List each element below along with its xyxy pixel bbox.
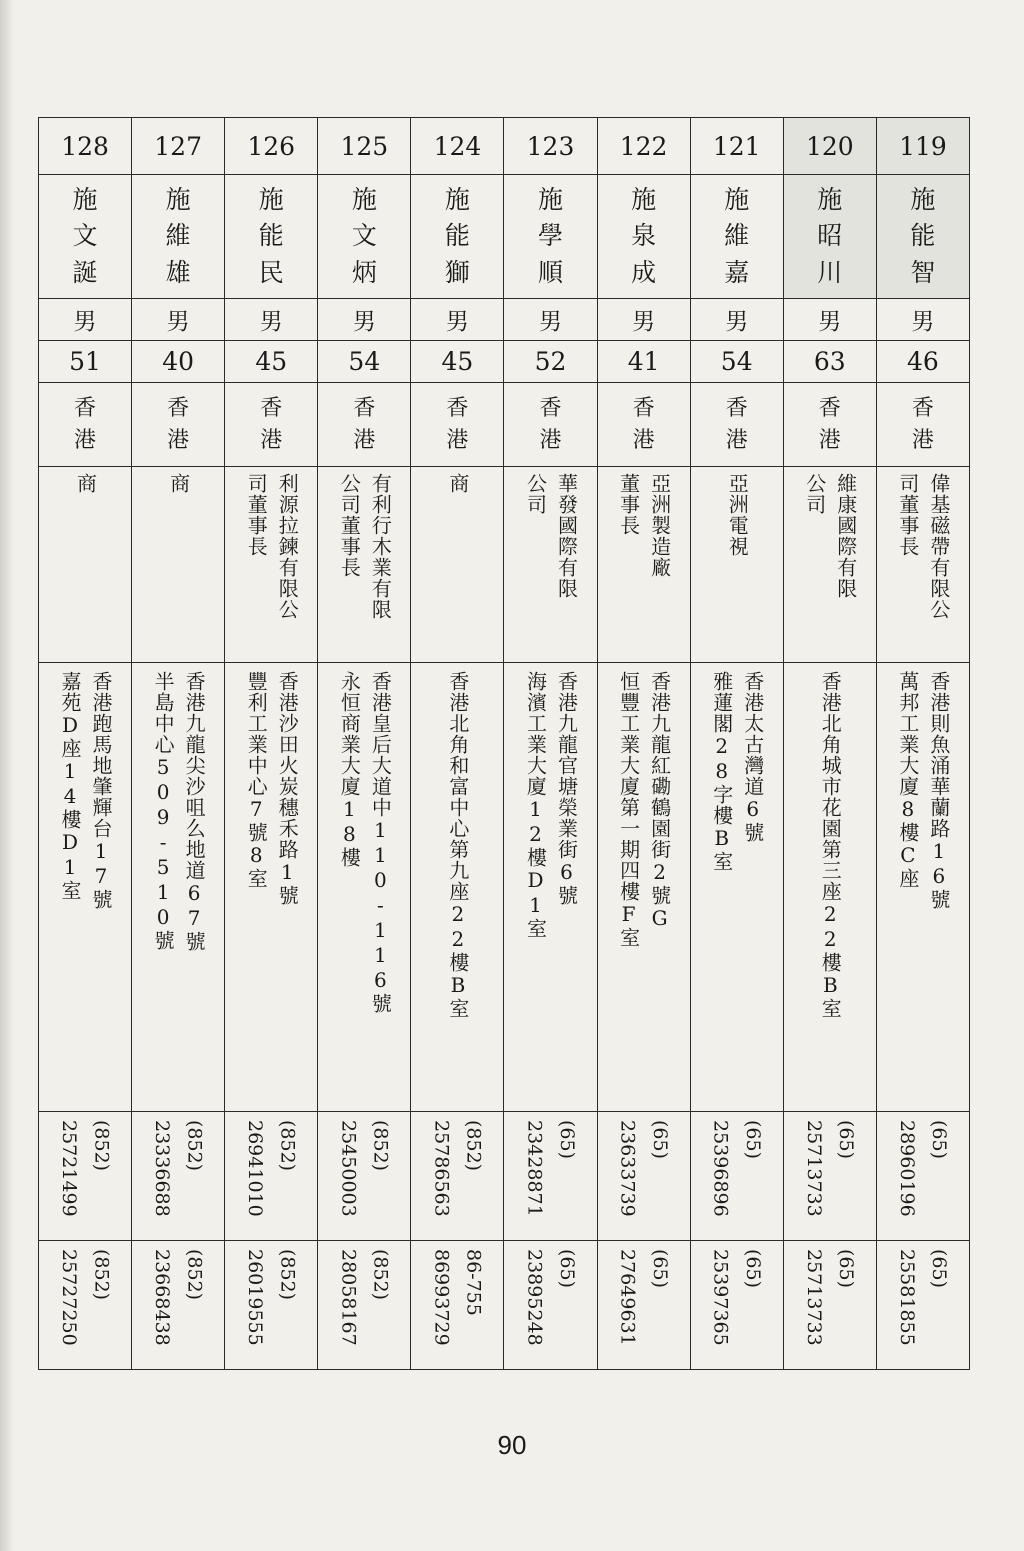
- cell-name: [318, 175, 411, 299]
- fax-text: (65) 25713733: [802, 1249, 858, 1346]
- cell-number: 121: [690, 118, 783, 175]
- name-char: 施: [72, 185, 98, 215]
- cell-name: [690, 175, 783, 299]
- name-char: 能: [258, 221, 284, 251]
- place-char: 港: [632, 427, 655, 453]
- occupation-text: 商: [445, 473, 470, 494]
- cell-fax: [783, 1241, 876, 1370]
- cell-place: [39, 383, 132, 467]
- cell-telephone: [876, 1112, 969, 1241]
- row-age: [39, 341, 970, 383]
- cell-telephone: [132, 1112, 225, 1241]
- name-char: 施: [910, 185, 936, 215]
- address-text: 香港北角城市花園第三座22樓B室: [818, 671, 843, 1019]
- name-char: 川: [817, 257, 843, 287]
- place-char: 香: [446, 395, 469, 421]
- cell-age: 41: [597, 341, 690, 383]
- place-char: 港: [539, 427, 562, 453]
- place-char: 港: [725, 427, 748, 453]
- cell-number: 125: [318, 118, 411, 175]
- telephone-text: (65) 23428871: [523, 1120, 578, 1217]
- name-char: 施: [351, 185, 377, 215]
- cell-age: 54: [690, 341, 783, 383]
- cell-address: [597, 663, 690, 1112]
- name-char: 能: [444, 221, 470, 251]
- name-char: 文: [72, 221, 98, 251]
- occupation-text: 有利行木業有限 公司董事長: [337, 473, 393, 620]
- cell-address: [690, 663, 783, 1112]
- name-char: 嘉: [724, 257, 750, 287]
- page-number: 90: [497, 1430, 527, 1460]
- telephone-text: (852) 23336688: [151, 1120, 206, 1217]
- cell-fax: [690, 1241, 783, 1370]
- cell-address: [132, 663, 225, 1112]
- cell-telephone: [225, 1112, 318, 1241]
- name-char: 施: [258, 185, 284, 215]
- place-char: 香: [632, 395, 655, 421]
- cell-name: [876, 175, 969, 299]
- fax-text: (852) 26019555: [244, 1249, 299, 1346]
- fax-text: (852) 28058167: [337, 1249, 392, 1346]
- occupation-text: 商: [166, 473, 191, 494]
- place-char: 香: [260, 395, 283, 421]
- cell-fax: [39, 1241, 132, 1370]
- cell-age: 40: [132, 341, 225, 383]
- cell-occupation: [39, 467, 132, 663]
- place-char: 港: [818, 427, 841, 453]
- row-occupation: [39, 467, 970, 663]
- row-telephone: [39, 1112, 970, 1241]
- address-text: 香港九龍尖沙咀么地道67號 半島中心509-510號: [151, 671, 207, 952]
- address-text: 香港北角和富中心第九座22樓B室: [445, 671, 470, 1019]
- cell-telephone: [783, 1112, 876, 1241]
- cell-number: 128: [39, 118, 132, 175]
- cell-name: [411, 175, 504, 299]
- occupation-text: 維康國際有限 公司: [802, 473, 858, 599]
- address-text: 香港沙田火炭穗禾路1號 豐利工業中心7號8室: [244, 671, 300, 906]
- name-char: 維: [165, 221, 191, 251]
- place-char: 香: [74, 395, 97, 421]
- cell-place: [318, 383, 411, 467]
- address-text: 香港太古灣道6號 雅蓮閣28字樓B室: [709, 671, 765, 872]
- name-char: 智: [910, 257, 936, 287]
- name-char: 施: [165, 185, 191, 215]
- name-char: 順: [538, 257, 564, 287]
- cell-fax: [132, 1241, 225, 1370]
- cell-number: 127: [132, 118, 225, 175]
- name-char: 昭: [817, 221, 843, 251]
- name-char: 施: [538, 185, 564, 215]
- fax-text: (65) 25581855: [895, 1249, 951, 1346]
- cell-place: [597, 383, 690, 467]
- fax-text: (65) 23895248: [523, 1249, 578, 1346]
- cell-telephone: [597, 1112, 690, 1241]
- cell-fax: [504, 1241, 597, 1370]
- cell-sex: 男: [504, 299, 597, 341]
- cell-age: 63: [783, 341, 876, 383]
- cell-address: [225, 663, 318, 1112]
- name-char: 民: [258, 257, 284, 287]
- cell-age: 54: [318, 341, 411, 383]
- cell-sex: 男: [39, 299, 132, 341]
- occupation-text: 偉基磁帶有限公 司董事長: [895, 473, 951, 620]
- cell-sex: 男: [318, 299, 411, 341]
- cell-number: 120: [783, 118, 876, 175]
- telephone-text: (852) 26941010: [244, 1120, 299, 1217]
- place-char: 香: [725, 395, 748, 421]
- name-char: 文: [351, 221, 377, 251]
- cell-sex: 男: [876, 299, 969, 341]
- cell-fax: [876, 1241, 969, 1370]
- place-char: 港: [74, 427, 97, 453]
- cell-telephone: [504, 1112, 597, 1241]
- cell-name: [504, 175, 597, 299]
- place-char: 港: [260, 427, 283, 453]
- cell-telephone: [690, 1112, 783, 1241]
- row-sex: [39, 299, 970, 341]
- cell-sex: 男: [132, 299, 225, 341]
- cell-telephone: [411, 1112, 504, 1241]
- place-char: 港: [446, 427, 469, 453]
- cell-sex: 男: [783, 299, 876, 341]
- fax-text: (852) 23668438: [151, 1249, 206, 1346]
- member-register-table: [38, 117, 970, 1370]
- name-char: 獅: [444, 257, 470, 287]
- name-char: 泉: [631, 221, 657, 251]
- occupation-text: 商: [73, 473, 98, 494]
- place-char: 香: [167, 395, 190, 421]
- cell-fax: [597, 1241, 690, 1370]
- cell-occupation: [783, 467, 876, 663]
- fax-text: (65) 27649631: [616, 1249, 671, 1346]
- cell-fax: [411, 1241, 504, 1370]
- telephone-text: (852) 25786563: [430, 1120, 485, 1217]
- address-text: 香港九龍官塘榮業街6號 海濱工業大廈12樓D1室: [523, 671, 579, 939]
- name-char: 誕: [72, 257, 98, 287]
- cell-address: [876, 663, 969, 1112]
- cell-name: [132, 175, 225, 299]
- cell-name: [225, 175, 318, 299]
- fax-text: 86-755 86993729: [430, 1249, 485, 1346]
- cell-address: [783, 663, 876, 1112]
- cell-name: [597, 175, 690, 299]
- row-place: [39, 383, 970, 467]
- address-text: 香港則魚涌華蘭路16號 萬邦工業大廈8樓C座: [895, 671, 951, 910]
- telephone-text: (852) 25721499: [58, 1120, 113, 1217]
- cell-occupation: [504, 467, 597, 663]
- row-address: [39, 663, 970, 1112]
- address-text: 香港九龍紅磡鶴園街2號G 恒豐工業大廈第一期四樓F室: [616, 671, 672, 948]
- cell-fax: [225, 1241, 318, 1370]
- cell-sex: 男: [690, 299, 783, 341]
- cell-place: [690, 383, 783, 467]
- name-char: 施: [444, 185, 470, 215]
- place-char: 港: [353, 427, 376, 453]
- row-fax: [39, 1241, 970, 1370]
- telephone-text: (65) 25396896: [709, 1120, 764, 1217]
- cell-sex: 男: [411, 299, 504, 341]
- name-char: 施: [817, 185, 843, 215]
- name-char: 雄: [165, 257, 191, 287]
- cell-number: 126: [225, 118, 318, 175]
- cell-occupation: [318, 467, 411, 663]
- place-char: 香: [353, 395, 376, 421]
- name-char: 能: [910, 221, 936, 251]
- occupation-text: 亞洲電視: [725, 473, 750, 557]
- cell-address: [411, 663, 504, 1112]
- cell-occupation: [132, 467, 225, 663]
- cell-occupation: [690, 467, 783, 663]
- telephone-text: (852) 25450003: [337, 1120, 392, 1217]
- cell-number: 122: [597, 118, 690, 175]
- cell-age: 45: [225, 341, 318, 383]
- place-char: 香: [911, 395, 934, 421]
- name-char: 成: [631, 257, 657, 287]
- cell-occupation: [597, 467, 690, 663]
- name-char: 炳: [351, 257, 377, 287]
- cell-place: [876, 383, 969, 467]
- cell-occupation: [225, 467, 318, 663]
- name-char: 學: [538, 221, 564, 251]
- row-name: [39, 175, 970, 299]
- address-text: 香港跑馬地肇輝台17號 嘉苑D座14樓D1室: [58, 671, 114, 910]
- cell-place: [783, 383, 876, 467]
- cell-place: [411, 383, 504, 467]
- place-char: 港: [167, 427, 190, 453]
- telephone-text: (65) 25713733: [802, 1120, 858, 1217]
- cell-place: [504, 383, 597, 467]
- occupation-text: 利源拉鍊有限公 司董事長: [244, 473, 300, 620]
- cell-name: [39, 175, 132, 299]
- cell-sex: 男: [225, 299, 318, 341]
- cell-sex: 男: [597, 299, 690, 341]
- cell-address: [318, 663, 411, 1112]
- telephone-text: (65) 28960196: [895, 1120, 951, 1217]
- cell-age: 52: [504, 341, 597, 383]
- cell-age: 46: [876, 341, 969, 383]
- name-char: 維: [724, 221, 750, 251]
- cell-occupation: [411, 467, 504, 663]
- place-char: 香: [818, 395, 841, 421]
- fax-text: (65) 25397365: [709, 1249, 764, 1346]
- cell-occupation: [876, 467, 969, 663]
- name-char: 施: [631, 185, 657, 215]
- cell-place: [132, 383, 225, 467]
- cell-name: [783, 175, 876, 299]
- occupation-text: 華發國際有限 公司: [523, 473, 579, 599]
- occupation-text: 亞洲製造廠 董事長: [616, 473, 672, 578]
- name-char: 施: [724, 185, 750, 215]
- cell-age: 51: [39, 341, 132, 383]
- cell-place: [225, 383, 318, 467]
- cell-number: 124: [411, 118, 504, 175]
- telephone-text: (65) 23633739: [616, 1120, 671, 1217]
- cell-address: [39, 663, 132, 1112]
- place-char: 港: [911, 427, 934, 453]
- scan-edge: [0, 0, 14, 1551]
- address-text: 香港皇后大道中110-116號 永恒商業大廈18樓: [337, 671, 393, 1014]
- cell-number: 119: [876, 118, 969, 175]
- cell-number: 123: [504, 118, 597, 175]
- cell-fax: [318, 1241, 411, 1370]
- cell-address: [504, 663, 597, 1112]
- cell-telephone: [318, 1112, 411, 1241]
- cell-age: 45: [411, 341, 504, 383]
- place-char: 香: [539, 395, 562, 421]
- cell-telephone: [39, 1112, 132, 1241]
- fax-text: (852) 25727250: [58, 1249, 113, 1346]
- row-number: [39, 118, 970, 175]
